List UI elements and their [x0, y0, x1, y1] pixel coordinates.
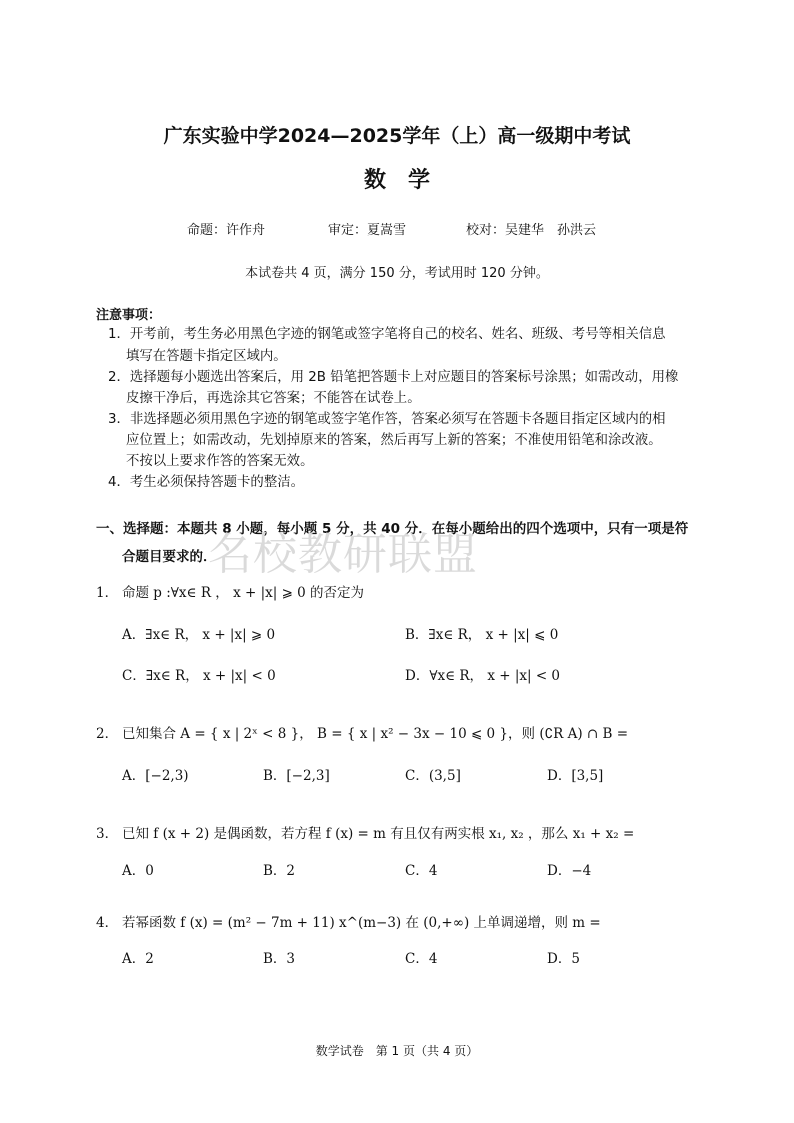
question-text: 已知 f (x + 2) 是偶函数，若方程 f (x) = m 有且仅有两实根 x₁, x₂ ，那么 x₁ + x₂ =: [122, 826, 635, 842]
notice-line: 填写在答题卡指定区域内。: [126, 349, 287, 364]
proposer: 命题：许作舟: [187, 223, 266, 238]
exam-info: 本试卷共 4 页，满分 150 分，考试用时 120 分钟。: [245, 266, 549, 281]
question-number: 1．: [96, 585, 119, 601]
question-text: 若幂函数 f (x) = (m² − 7m + 11) x^(m−3) 在 (0,+∞) 上单调递增，则 m =: [122, 915, 601, 931]
proofreader: 校对：吴建华 孙洪云: [466, 223, 597, 238]
notice-line: 4．考生必须保持答题卡的整洁。: [108, 475, 304, 490]
option-b: B．[−2,3]: [263, 768, 330, 784]
watermark: 名校教研联盟: [208, 529, 478, 580]
option-c: C．4: [405, 951, 438, 967]
option-a: A．2: [122, 951, 154, 967]
section-heading-cont: 合题目要求的．: [122, 549, 217, 565]
option-d: D．∀x∈ R， x + |x| < 0: [405, 668, 561, 684]
notice-line: 应位置上；如需改动，先划掉原来的答案，然后再写上新的答案；不准使用铅笔和涂改液。: [126, 433, 662, 448]
option-b: B．3: [263, 951, 296, 967]
reviewer: 审定：夏嵩雪: [328, 223, 407, 238]
option-b: B．∃x∈ R， x + |x| ⩽ 0: [405, 627, 559, 643]
option-a: A．0: [122, 863, 154, 879]
question-number: 4．: [96, 915, 119, 931]
option-b: B．2: [263, 863, 296, 879]
question-number: 3．: [96, 826, 119, 842]
option-c: C．∃x∈ R， x + |x| < 0: [122, 668, 276, 684]
question-text: 命题 p :∀x∈ R ， x + |x| ⩾ 0 的否定为: [122, 585, 365, 601]
section-heading: 一、选择题：本题共 8 小题，每小题 5 分，共 40 分．在每小题给出的四个选项中，只有一项是符: [96, 521, 689, 537]
option-d: D．5: [547, 951, 580, 967]
option-a: A．∃x∈ R， x + |x| ⩾ 0: [122, 627, 276, 643]
notice-line: 1．开考前，考生务必用黑色字迹的钢笔或签字笔将自己的校名、姓名、班级、考号等相关信息: [108, 327, 666, 342]
exam-title: 广东实验中学2024—2025学年（上）高一级期中考试: [163, 125, 631, 147]
notice-line: 不按以上要求作答的答案无效。: [126, 454, 314, 469]
page-footer: 数学试卷 第 1 页（共 4 页）: [315, 1044, 479, 1058]
notice-line: 2．选择题每小题选出答案后，用 2B 铅笔把答题卡上对应题目的答案标号涂黑；如需改动，用橡: [108, 370, 679, 385]
option-d: D．−4: [547, 863, 592, 879]
option-a: A．[−2,3): [122, 768, 189, 784]
notice-title: 注意事项：: [96, 308, 162, 323]
question-number: 2．: [96, 726, 119, 742]
subject-title: 数 学: [363, 168, 430, 193]
option-c: C．4: [405, 863, 438, 879]
option-d: D．[3,5]: [547, 768, 604, 784]
option-c: C．(3,5]: [405, 768, 461, 784]
notice-line: 皮擦干净后，再选涂其它答案；不能答在试卷上。: [126, 391, 421, 406]
question-text: 已知集合 A = { x | 2ˣ < 8 }， B = { x | x² − 3x − 10 ⩽ 0 }，则 (∁R A) ∩ B =: [122, 726, 629, 742]
notice-line: 3．非选择题必须用黑色字迹的钢笔或签字笔作答，答案必须写在答题卡各题目指定区域内的相: [108, 412, 666, 427]
